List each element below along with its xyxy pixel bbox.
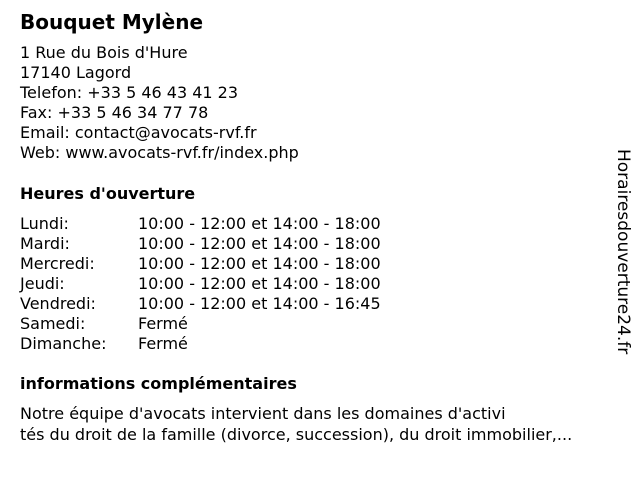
hours-day-label: Vendredi:: [20, 294, 96, 313]
hours-time-value: Fermé: [138, 334, 188, 353]
hours-time-value: 10:00 - 12:00 et 14:00 - 18:00: [138, 254, 381, 273]
fax-number: Fax: +33 5 46 34 77 78: [20, 103, 209, 122]
description-line: tés du droit de la famille (divorce, succession), du droit immobilier,...: [20, 425, 573, 444]
hours-row-thursday: [20, 274, 381, 294]
hours-day-label: Mercredi:: [20, 254, 95, 273]
hours-time-value: 10:00 - 12:00 et 14:00 - 18:00: [138, 234, 381, 253]
phone-number: Telefon: +33 5 46 43 41 23: [20, 83, 239, 102]
hours-day-label: Lundi:: [20, 214, 69, 233]
additional-info-heading: informations complémentaires: [20, 374, 297, 393]
address-street: 1 Rue du Bois d'Hure: [20, 43, 188, 62]
watermark-text: Horairesdouverture24.fr: [613, 149, 633, 355]
hours-day-label: Samedi:: [20, 314, 86, 333]
page-title: Bouquet Mylène: [20, 10, 204, 34]
hours-row-tuesday: [20, 234, 381, 254]
hours-day-label: Dimanche:: [20, 334, 107, 353]
hours-row-saturday: [20, 314, 381, 334]
hours-day-label: Jeudi:: [20, 274, 65, 293]
hours-row-monday: [20, 214, 381, 234]
opening-hours-table: [20, 214, 381, 354]
hours-row-wednesday: [20, 254, 381, 274]
website-address: Web: www.avocats-rvf.fr/index.php: [20, 143, 299, 162]
additional-info-text: [20, 403, 572, 445]
hours-day-label: Mardi:: [20, 234, 70, 253]
address-city: 17140 Lagord: [20, 63, 132, 82]
hours-time-value: 10:00 - 12:00 et 14:00 - 18:00: [138, 214, 381, 233]
opening-hours-heading: Heures d'ouverture: [20, 184, 196, 203]
hours-time-value: 10:00 - 12:00 et 14:00 - 18:00: [138, 274, 381, 293]
hours-time-value: 10:00 - 12:00 et 14:00 - 16:45: [138, 294, 381, 313]
email-address: Email: contact@avocats-rvf.fr: [20, 123, 257, 142]
contact-block: [20, 43, 299, 163]
hours-row-friday: [20, 294, 381, 314]
description-line: Notre équipe d'avocats intervient dans les domaines d'activi: [20, 404, 506, 423]
hours-time-value: Fermé: [138, 314, 188, 333]
site-watermark: [611, 135, 635, 369]
hours-row-sunday: [20, 334, 381, 354]
